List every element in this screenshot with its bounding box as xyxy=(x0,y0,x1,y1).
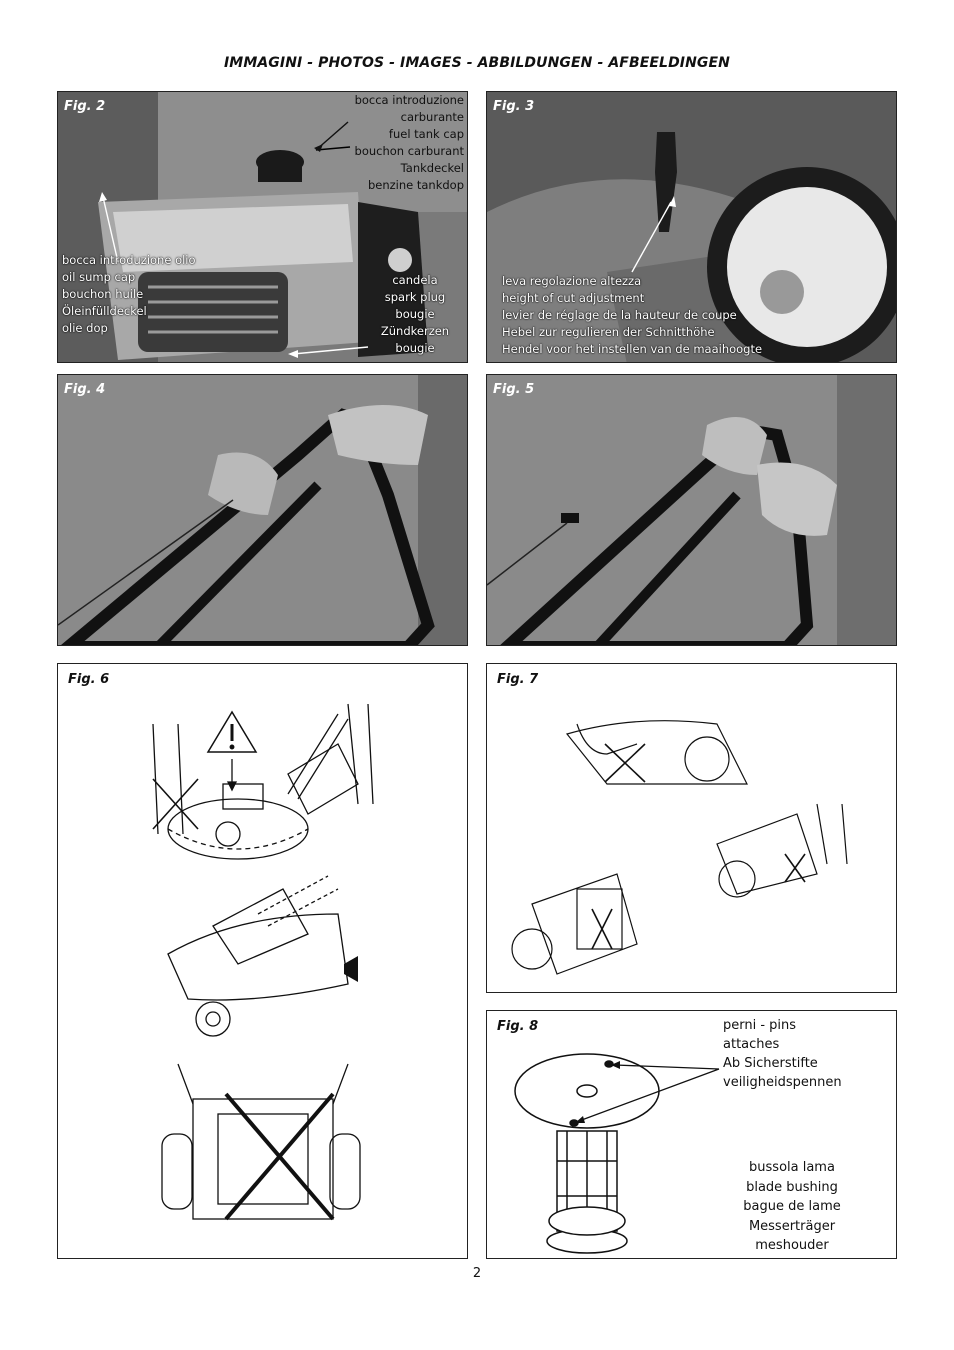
fig8-panel xyxy=(486,1010,897,1259)
fig7-panel xyxy=(486,663,897,993)
safety-drawings xyxy=(58,664,468,1259)
fig8-pins-caption: perni - pins attaches Ab Sicherstifte veiligheidspennen xyxy=(723,1018,842,1090)
fig2-fuel-cap-caption: bocca introduzione carburante fuel tank cap bouchon carburant Tankdeckel benzine tankdop xyxy=(354,93,464,192)
fig3-label: Fig. 3 xyxy=(493,99,535,114)
fig2-spark-plug-caption: candela spark plug bougie Zündkerzen bougie xyxy=(380,273,450,355)
fig2-panel xyxy=(57,91,468,363)
fig6-panel xyxy=(57,663,468,1259)
page-header: IMMAGINI - PHOTOS - IMAGES - ABBILDUNGEN - AFBEELDINGEN xyxy=(223,55,730,71)
fig2-label: Fig. 2 xyxy=(64,99,106,114)
fig5-label: Fig. 5 xyxy=(493,382,535,397)
page-number: 2 xyxy=(472,1266,482,1281)
fig5-panel xyxy=(486,374,897,646)
fig3-panel xyxy=(486,91,897,363)
fig7-label: Fig. 7 xyxy=(497,672,539,687)
handle-brake-photo-1 xyxy=(58,375,468,646)
handle-brake-photo-2 xyxy=(487,375,897,646)
fig4-label: Fig. 4 xyxy=(64,382,106,397)
fig8-bushing-caption: bussola lama blade bushing bague de lame Messerträger meshouder xyxy=(743,1160,841,1253)
fig4-panel xyxy=(57,374,468,646)
fig8-label: Fig. 8 xyxy=(497,1019,539,1034)
fig2-oil-cap-caption: bocca introduzione olio oil sump cap bouchon huile Öleinfülldeckel olie dop xyxy=(62,253,196,335)
fig3-lever-caption: leva regolazione altezza height of cut adjustment levier de réglage de la hauteur de coupe Hebel zur regulieren der Schnitthöhe Hendel voor het instellen van de maaihoogte xyxy=(502,274,763,356)
fig6-label: Fig. 6 xyxy=(68,672,110,687)
hand-foot-warning-drawings xyxy=(487,664,897,993)
